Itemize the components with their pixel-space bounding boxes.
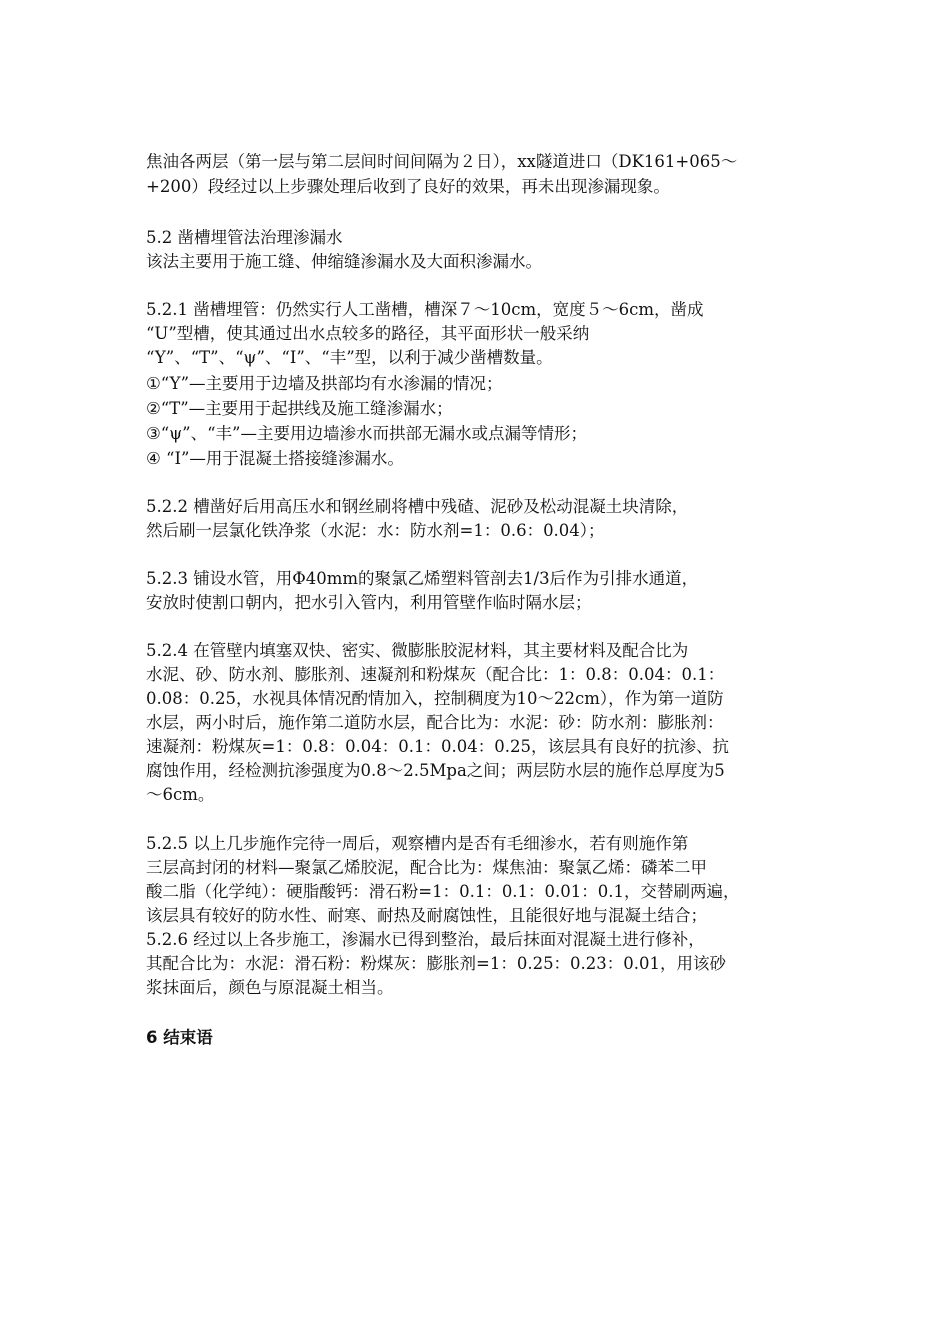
paragraph-line: 5.2.5 以上几步施作完待一周后，观察槽内是否有毛细渗水，若有则施作第	[146, 834, 689, 853]
paragraph-line: 腐蚀作用，经检测抗渗强度为0.8～2.5Mpa之间；两层防水层的施作总厚度为5	[146, 761, 725, 780]
list-item: ④ “I”—用于混凝土搭接缝渗漏水。	[146, 449, 404, 468]
paragraph-line: 5.2.2 槽凿好后用高压水和钢丝刷将槽中残碴、泥砂及松动混凝土块清除，	[146, 497, 689, 516]
list-item: ③“ψ”、“丰”—主要用边墙渗水而拱部无漏水或点漏等情形；	[146, 424, 587, 443]
paragraph-line: “Y”、“T”、“ψ”、“I”、“丰”型，以利于减少凿槽数量。	[146, 348, 553, 367]
section-heading-5-2: 5.2 凿槽埋管法治理渗漏水	[146, 228, 343, 247]
paragraph-line: 5.2.3 铺设水管，用Φ40mm的聚氯乙烯塑料管剖去1/3后作为引排水通道，	[146, 569, 699, 588]
list-item: ①“Y”—主要用于边墙及拱部均有水渗漏的情况；	[146, 374, 503, 393]
paragraph-line: 5.2.6 经过以上各步施工，渗漏水已得到整治，最后抹面对混凝土进行修补，	[146, 930, 705, 949]
paragraph-line: “U”型槽，使其通过出水点较多的路径，其平面形状一般采纳	[146, 324, 590, 343]
paragraph-line: 然后刷一层氯化铁净浆（水泥：水：防水剂=1：0.6：0.04）；	[146, 521, 605, 540]
paragraph-line: 该法主要用于施工缝、伸缩缝渗漏水及大面积渗漏水。	[146, 252, 542, 271]
paragraph-line: 0.08：0.25，水视具体情况酌情加入，控制稠度为10～22cm），作为第一道防	[146, 689, 724, 708]
paragraph-line: 该层具有较好的防水性、耐寒、耐热及耐腐蚀性，且能很好地与混凝土结合；	[146, 906, 707, 925]
paragraph-line: 安放时使割口朝内，把水引入管内，利用管壁作临时隔水层；	[146, 593, 592, 612]
paragraph-line: ～6cm。	[146, 785, 215, 804]
paragraph-line: 5.2.1 凿槽埋管：仍然实行人工凿槽，槽深７～10cm，宽度５～6cm，凿成	[146, 300, 704, 319]
paragraph-line: 焦油各两层（第一层与第二层间时间间隔为２日），xx隧道进口（DK161+065～	[146, 152, 738, 171]
paragraph-line: 5.2.4 在管壁内填塞双快、密实、微膨胀胶泥材料，其主要材料及配合比为	[146, 641, 689, 660]
paragraph-line: 速凝剂：粉煤灰=1：0.8：0.04：0.1：0.04：0.25，该层具有良好的抗渗、抗	[146, 737, 730, 756]
paragraph-line: 其配合比为：水泥：滑石粉：粉煤灰：膨胀剂=1：0.25：0.23：0.01，用该砂	[146, 954, 727, 973]
paragraph-line: 浆抹面后，颜色与原混凝土相当。	[146, 978, 394, 997]
paragraph-line: 三层高封闭的材料—聚氯乙烯胶泥，配合比为：煤焦油：聚氯乙烯：磷苯二甲	[146, 858, 707, 877]
paragraph-line: 水层，两小时后，施作第二道防水层，配合比为：水泥：砂：防水剂：膨胀剂：	[146, 713, 724, 732]
section-heading-6: 6 结束语	[146, 1028, 213, 1047]
list-item: ②“T”—主要用于起拱线及施工缝渗漏水；	[146, 399, 453, 418]
paragraph-line: 酸二脂（化学纯）：硬脂酸钙：滑石粉=1：0.1：0.1：0.01：0.1，交替刷两遍，	[146, 882, 740, 901]
paragraph-line: 水泥、砂、防水剂、膨胀剂、速凝剂和粉煤灰（配合比：1：0.8：0.04：0.1：	[146, 665, 725, 684]
paragraph-line: +200）段经过以上步骤处理后收到了良好的效果，再未出现渗漏现象。	[146, 177, 670, 196]
